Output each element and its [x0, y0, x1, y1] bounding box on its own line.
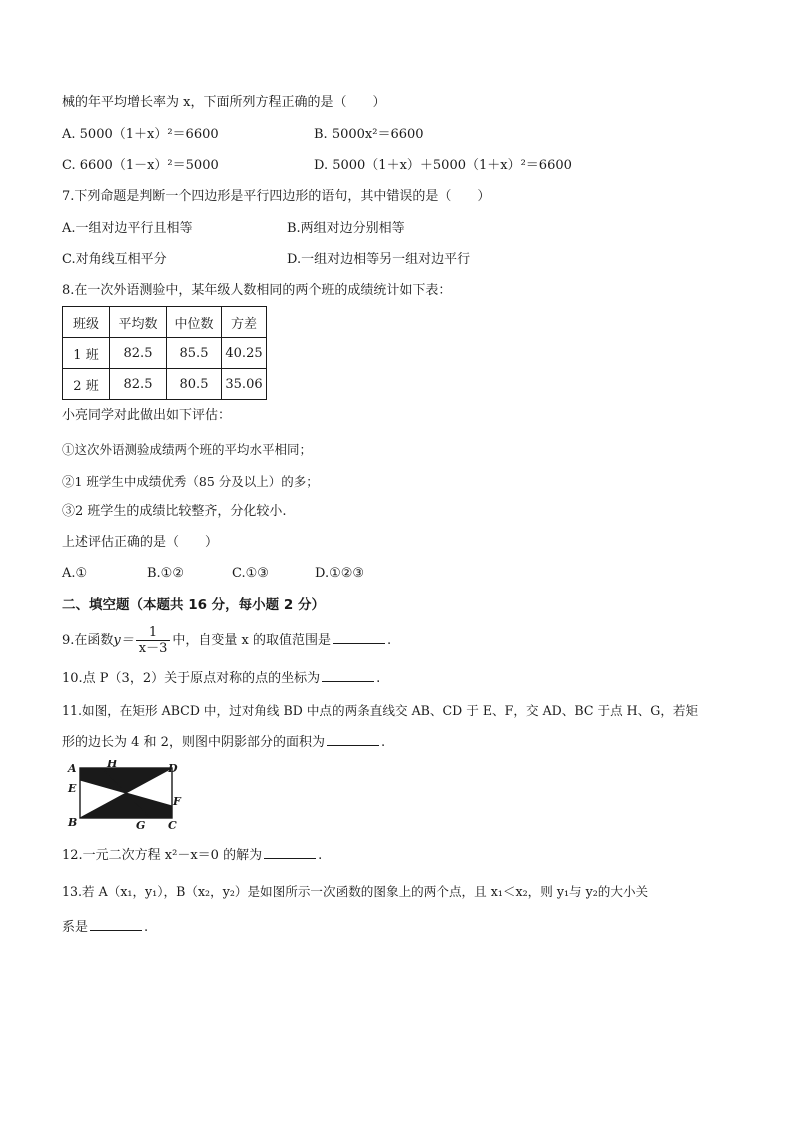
table-cell: 80.5 — [167, 369, 222, 400]
label-c: C — [168, 819, 177, 832]
q9-denominator: x－3 — [138, 641, 168, 656]
q13-line-2 — [62, 918, 148, 937]
table-cell: 2 班 — [63, 369, 110, 400]
section-title: 二、填空题（本题共 16 分，每小题 2 分） — [62, 597, 325, 613]
q7-option-a: A.一组对边平行且相等 — [62, 221, 193, 236]
table-header-row — [63, 307, 267, 338]
q9-end: . — [386, 633, 392, 648]
rectangle-figure — [66, 760, 186, 832]
label-b: B — [68, 816, 78, 829]
label-g: G — [136, 819, 146, 832]
table-row — [63, 369, 267, 400]
q8-option-b: B.①② — [147, 566, 184, 581]
q6-option-a: A. 5000（1＋x）²＝6600 — [62, 127, 219, 142]
q11-line-2 — [62, 733, 385, 752]
table-header-cell: 方差 — [222, 307, 267, 338]
table-header-cell: 中位数 — [167, 307, 222, 338]
table-header-cell: 班级 — [63, 307, 110, 338]
table-cell: 82.5 — [110, 369, 167, 400]
table-cell: 35.06 — [222, 369, 267, 400]
table-header-cell: 平均数 — [110, 307, 167, 338]
q11-text: 形的边长为 4 和 2，则图中阴影部分的面积为 — [62, 735, 325, 750]
q8-statement-3: ③2 班学生的成绩比较整齐，分化较小. — [62, 504, 287, 519]
q8-option-d: D.①②③ — [315, 566, 365, 581]
q10-line — [62, 669, 380, 688]
q11-end: . — [380, 735, 386, 750]
q11-answer-blank[interactable] — [327, 733, 379, 746]
q10-end: . — [376, 671, 381, 686]
q10-answer-blank[interactable] — [322, 669, 374, 682]
q9-answer-blank[interactable] — [333, 631, 385, 644]
q13-line-1: 13.若 A（x₁，y₁），B（x₂，y₂）是如图所示一次函数的图象上的两个点，且 x₁＜x₂，则 y₁与 y₂的大小关 — [62, 884, 649, 899]
q13-text: 系是 — [62, 920, 89, 935]
q9-prefix: 9.在函数 — [62, 633, 114, 648]
q9-line — [62, 624, 391, 658]
q7-option-c: C.对角线互相平分 — [62, 252, 167, 267]
table-cell: 40.25 — [222, 338, 267, 369]
table-cell: 82.5 — [110, 338, 167, 369]
table-cell: 85.5 — [167, 338, 222, 369]
q7-stem: 7.下列命题是判断一个四边形是平行四边形的语句，其中错误的是（ ） — [62, 189, 491, 204]
q8-option-a: A.① — [62, 566, 88, 581]
label-e: E — [68, 782, 77, 795]
table-cell: 1 班 — [63, 338, 110, 369]
q10-text: 10.点 P（3，2）关于原点对称的点的坐标为 — [62, 671, 321, 686]
q8-intro: 小亮同学对此做出如下评估： — [62, 408, 232, 423]
q7-option-d: D.一组对边相等另一组对边平行 — [287, 252, 471, 267]
label-h: H — [107, 760, 118, 770]
q9-numerator: 1 — [136, 625, 171, 641]
q13-end: . — [144, 920, 149, 935]
q6-option-c: C. 6600（1－x）²＝5000 — [62, 158, 219, 173]
q6-option-b: B. 5000x²＝6600 — [314, 127, 424, 142]
q13-answer-blank[interactable] — [90, 918, 142, 931]
q6-option-d: D. 5000（1＋x）＋5000（1＋x）²＝6600 — [314, 158, 572, 173]
q9-suffix: 中，自变量 x 的取值范围是 — [172, 633, 331, 648]
q8-option-c: C.①③ — [232, 566, 269, 581]
q12-text: 12.一元二次方程 x²－x＝0 的解为 — [62, 848, 263, 863]
q8-stem: 8.在一次外语测验中，某年级人数相同的两个班的成绩统计如下表： — [62, 283, 452, 298]
label-a: A — [68, 762, 77, 775]
q11-line-1: 11.如图，在矩形 ABCD 中，过对角线 BD 中点的两条直线交 AB、CD 于 E、F，交 AD、BC 于点 H、G，若矩 — [62, 703, 699, 718]
table-row — [63, 338, 267, 369]
q8-stats-table — [62, 306, 267, 400]
q9-fraction — [136, 625, 171, 656]
label-f: F — [173, 795, 181, 808]
q12-answer-blank[interactable] — [264, 846, 316, 859]
label-d: D — [168, 762, 178, 775]
q6-stem: 械的年平均增长率为 x，下面所列方程正确的是（ ） — [62, 95, 386, 110]
q12-end: . — [318, 848, 323, 863]
q12-line — [62, 846, 322, 865]
q8-statement-2: ②1 班学生中成绩优秀（85 分及以上）的多； — [62, 474, 319, 489]
q8-question: 上述评估正确的是（ ） — [62, 535, 219, 550]
q9-y-var: y＝ — [113, 633, 134, 648]
q7-option-b: B.两组对边分别相等 — [287, 221, 405, 236]
q8-statement-1: ①这次外语测验成绩两个班的平均水平相同； — [62, 442, 313, 457]
